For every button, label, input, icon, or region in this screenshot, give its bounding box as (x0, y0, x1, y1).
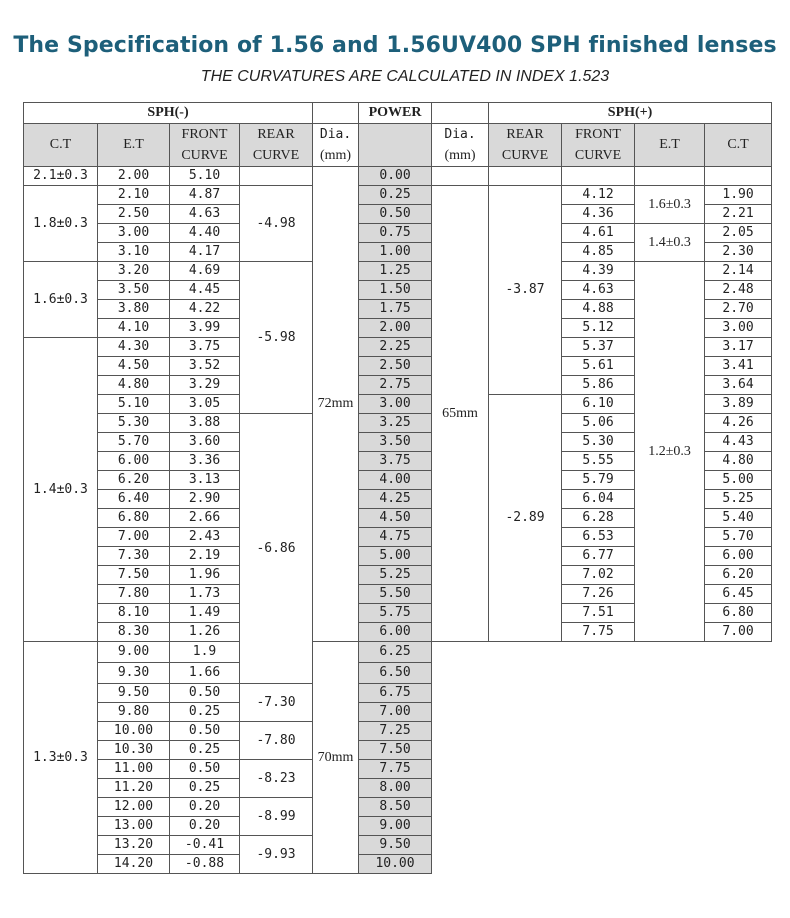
plus-et-cell (635, 167, 705, 186)
minus-et-cell: 13.20 (98, 836, 170, 855)
power-cell: 6.00 (359, 623, 432, 642)
minus-ct-cell: 1.3±0.3 (24, 642, 98, 874)
minus-front-curve-cell: 5.10 (170, 167, 240, 186)
minus-et-cell: 7.00 (98, 528, 170, 547)
minus-front-curve-cell: 4.22 (170, 300, 240, 319)
table-row (24, 642, 772, 663)
plus-front-curve-cell: 5.06 (562, 414, 635, 433)
minus-ct-cell: 1.8±0.3 (24, 186, 98, 262)
plus-ct-cell: 1.90 (705, 186, 772, 205)
minus-et-cell: 8.10 (98, 604, 170, 623)
power-cell: 0.25 (359, 186, 432, 205)
minus-ct-cell: 1.4±0.3 (24, 338, 98, 642)
minus-front-curve-cell: 3.75 (170, 338, 240, 357)
plus-front-curve-cell: 5.61 (562, 357, 635, 376)
minus-rear-curve-cell: -7.80 (240, 722, 313, 760)
minus-front-curve-cell: 0.50 (170, 722, 240, 741)
ct-header: C.T (24, 124, 98, 167)
minus-front-curve-cell: 0.50 (170, 760, 240, 779)
minus-front-curve-cell: 3.29 (170, 376, 240, 395)
plus-front-curve-cell: 6.77 (562, 547, 635, 566)
minus-et-cell: 6.80 (98, 509, 170, 528)
minus-front-curve-cell: 0.20 (170, 798, 240, 817)
power-cell: 0.00 (359, 167, 432, 186)
dia-header-plus: Dia. (mm) (432, 124, 489, 167)
plus-front-curve-cell: 4.61 (562, 224, 635, 243)
minus-et-cell: 11.00 (98, 760, 170, 779)
power-cell: 7.75 (359, 760, 432, 779)
plus-ct-cell: 5.25 (705, 490, 772, 509)
plus-ct-cell: 2.48 (705, 281, 772, 300)
minus-front-curve-cell: 1.73 (170, 585, 240, 604)
power-header: POWER (359, 103, 432, 124)
rear-curve-header-plus: REAR CURVE (489, 124, 562, 167)
minus-front-curve-cell: 0.50 (170, 684, 240, 703)
minus-et-cell: 3.00 (98, 224, 170, 243)
plus-ct-cell: 2.05 (705, 224, 772, 243)
plus-rear-curve-cell (489, 167, 562, 186)
power-cell: 9.00 (359, 817, 432, 836)
plus-front-curve-cell: 7.02 (562, 566, 635, 585)
plus-ct-cell (705, 167, 772, 186)
minus-et-cell: 8.30 (98, 623, 170, 642)
minus-et-cell: 6.20 (98, 471, 170, 490)
minus-front-curve-cell: 2.19 (170, 547, 240, 566)
plus-front-curve-cell: 7.26 (562, 585, 635, 604)
plus-ct-cell: 4.43 (705, 433, 772, 452)
minus-et-cell: 3.10 (98, 243, 170, 262)
minus-front-curve-cell: 3.13 (170, 471, 240, 490)
plus-front-curve-cell: 4.39 (562, 262, 635, 281)
table-row (24, 262, 772, 281)
power-cell: 5.25 (359, 566, 432, 585)
plus-ct-cell: 4.80 (705, 452, 772, 471)
power-cell: 4.25 (359, 490, 432, 509)
plus-front-curve-cell: 4.63 (562, 281, 635, 300)
minus-et-cell: 7.80 (98, 585, 170, 604)
power-cell: 7.50 (359, 741, 432, 760)
plus-ct-cell: 5.70 (705, 528, 772, 547)
page-title: The Specification of 1.56 and 1.56UV400 SPH finished lenses (13, 33, 777, 58)
minus-rear-curve-cell: -9.93 (240, 836, 313, 874)
power-cell: 6.50 (359, 663, 432, 684)
minus-front-curve-cell: 0.25 (170, 703, 240, 722)
table-row (24, 167, 772, 186)
minus-et-cell: 2.10 (98, 186, 170, 205)
minus-et-cell: 6.40 (98, 490, 170, 509)
power-cell: 4.50 (359, 509, 432, 528)
plus-front-curve-cell: 7.51 (562, 604, 635, 623)
plus-front-curve-cell: 5.86 (562, 376, 635, 395)
plus-rear-curve-cell: -3.87 (489, 186, 562, 395)
minus-front-curve-cell: 0.20 (170, 817, 240, 836)
minus-et-cell: 4.30 (98, 338, 170, 357)
power-cell: 3.25 (359, 414, 432, 433)
sph-minus-header: SPH(-) (24, 103, 313, 124)
minus-et-cell: 13.00 (98, 817, 170, 836)
plus-ct-cell: 3.64 (705, 376, 772, 395)
minus-et-cell: 5.70 (98, 433, 170, 452)
power-cell: 7.25 (359, 722, 432, 741)
plus-ct-cell: 6.45 (705, 585, 772, 604)
plus-et-cell: 1.6±0.3 (635, 186, 705, 224)
plus-et-cell: 1.4±0.3 (635, 224, 705, 262)
power-cell: 7.00 (359, 703, 432, 722)
minus-front-curve-cell: 3.88 (170, 414, 240, 433)
power-cell: 4.75 (359, 528, 432, 547)
power-cell: 6.25 (359, 642, 432, 663)
minus-front-curve-cell: 4.40 (170, 224, 240, 243)
plus-dia-cell (432, 167, 489, 186)
minus-dia-cell: 72mm (313, 167, 359, 642)
minus-et-cell: 9.80 (98, 703, 170, 722)
minus-et-cell: 3.20 (98, 262, 170, 281)
minus-front-curve-cell: 1.66 (170, 663, 240, 684)
power-cell: 3.75 (359, 452, 432, 471)
power-cell: 10.00 (359, 855, 432, 874)
minus-front-curve-cell: 3.36 (170, 452, 240, 471)
plus-ct-cell: 4.26 (705, 414, 772, 433)
plus-dia-cell: 65mm (432, 186, 489, 642)
power-cell: 2.25 (359, 338, 432, 357)
minus-et-cell: 4.80 (98, 376, 170, 395)
minus-front-curve-cell: 2.90 (170, 490, 240, 509)
plus-et-cell: 1.2±0.3 (635, 262, 705, 642)
power-cell: 3.50 (359, 433, 432, 452)
plus-ct-cell: 3.17 (705, 338, 772, 357)
minus-et-cell: 14.20 (98, 855, 170, 874)
plus-front-curve-cell: 5.12 (562, 319, 635, 338)
plus-front-curve-cell: 6.10 (562, 395, 635, 414)
plus-front-curve-cell: 6.28 (562, 509, 635, 528)
minus-front-curve-cell: 4.87 (170, 186, 240, 205)
plus-ct-cell: 5.00 (705, 471, 772, 490)
minus-rear-curve-cell: -4.98 (240, 186, 313, 262)
et-header: E.T (98, 124, 170, 167)
minus-front-curve-cell: 2.43 (170, 528, 240, 547)
minus-dia-cell: 70mm (313, 642, 359, 874)
plus-ct-cell: 2.30 (705, 243, 772, 262)
plus-front-curve-cell: 4.88 (562, 300, 635, 319)
minus-front-curve-cell: 0.25 (170, 741, 240, 760)
power-cell: 6.75 (359, 684, 432, 703)
minus-front-curve-cell: -0.88 (170, 855, 240, 874)
power-cell: 2.00 (359, 319, 432, 338)
power-cell: 1.00 (359, 243, 432, 262)
minus-et-cell: 3.80 (98, 300, 170, 319)
minus-front-curve-cell: 4.45 (170, 281, 240, 300)
minus-et-cell: 9.00 (98, 642, 170, 663)
sph-plus-header: SPH(+) (489, 103, 772, 124)
rear-curve-header: REAR CURVE (240, 124, 313, 167)
power-cell: 2.75 (359, 376, 432, 395)
minus-front-curve-cell: 0.25 (170, 779, 240, 798)
page-subtitle: THE CURVATURES ARE CALCULATED IN INDEX 1.523 (200, 68, 610, 85)
minus-front-curve-cell: 2.66 (170, 509, 240, 528)
minus-front-curve-cell: 1.26 (170, 623, 240, 642)
minus-et-cell: 2.00 (98, 167, 170, 186)
plus-ct-cell: 2.70 (705, 300, 772, 319)
minus-front-curve-cell: -0.41 (170, 836, 240, 855)
power-cell: 5.75 (359, 604, 432, 623)
plus-ct-cell: 3.00 (705, 319, 772, 338)
minus-front-curve-cell: 3.52 (170, 357, 240, 376)
power-cell: 2.50 (359, 357, 432, 376)
minus-et-cell: 2.50 (98, 205, 170, 224)
spec-table (23, 102, 772, 874)
plus-ct-cell: 6.80 (705, 604, 772, 623)
plus-front-curve-cell: 4.85 (562, 243, 635, 262)
minus-et-cell: 11.20 (98, 779, 170, 798)
header-spacer (432, 103, 489, 124)
minus-ct-cell: 2.1±0.3 (24, 167, 98, 186)
power-cell: 5.50 (359, 585, 432, 604)
minus-et-cell: 9.50 (98, 684, 170, 703)
power-cell: 0.75 (359, 224, 432, 243)
minus-et-cell: 7.50 (98, 566, 170, 585)
minus-rear-curve-cell (240, 167, 313, 186)
plus-front-curve-cell: 7.75 (562, 623, 635, 642)
table-row (24, 224, 772, 243)
plus-front-curve-cell: 6.04 (562, 490, 635, 509)
minus-ct-cell: 1.6±0.3 (24, 262, 98, 338)
minus-et-cell: 9.30 (98, 663, 170, 684)
empty-area (432, 642, 772, 874)
minus-rear-curve-cell: -8.23 (240, 760, 313, 798)
power-cell: 4.00 (359, 471, 432, 490)
plus-front-curve-cell: 5.55 (562, 452, 635, 471)
power-cell: 8.50 (359, 798, 432, 817)
minus-front-curve-cell: 3.05 (170, 395, 240, 414)
header-spacer (313, 103, 359, 124)
et-header-plus: E.T (635, 124, 705, 167)
dia-header: Dia. (mm) (313, 124, 359, 167)
plus-ct-cell: 6.00 (705, 547, 772, 566)
plus-ct-cell: 2.14 (705, 262, 772, 281)
plus-front-curve-cell: 5.37 (562, 338, 635, 357)
minus-rear-curve-cell: -6.86 (240, 414, 313, 684)
minus-front-curve-cell: 3.60 (170, 433, 240, 452)
front-curve-header: FRONT CURVE (170, 124, 240, 167)
minus-front-curve-cell: 4.17 (170, 243, 240, 262)
front-curve-header-plus: FRONT CURVE (562, 124, 635, 167)
plus-rear-curve-cell: -2.89 (489, 395, 562, 642)
minus-front-curve-cell: 1.9 (170, 642, 240, 663)
minus-et-cell: 6.00 (98, 452, 170, 471)
minus-et-cell: 5.30 (98, 414, 170, 433)
power-cell: 3.00 (359, 395, 432, 414)
minus-et-cell: 4.50 (98, 357, 170, 376)
plus-ct-cell: 3.89 (705, 395, 772, 414)
plus-ct-cell: 2.21 (705, 205, 772, 224)
minus-rear-curve-cell: -8.99 (240, 798, 313, 836)
plus-ct-cell: 3.41 (705, 357, 772, 376)
plus-ct-cell: 5.40 (705, 509, 772, 528)
power-cell: 1.75 (359, 300, 432, 319)
minus-rear-curve-cell: -5.98 (240, 262, 313, 414)
minus-et-cell: 10.00 (98, 722, 170, 741)
plus-front-curve-cell: 6.53 (562, 528, 635, 547)
plus-front-curve-cell: 4.36 (562, 205, 635, 224)
power-cell: 0.50 (359, 205, 432, 224)
minus-rear-curve-cell: -7.30 (240, 684, 313, 722)
minus-front-curve-cell: 4.69 (170, 262, 240, 281)
minus-et-cell: 5.10 (98, 395, 170, 414)
power-cell: 1.50 (359, 281, 432, 300)
plus-front-curve-cell: 4.12 (562, 186, 635, 205)
minus-front-curve-cell: 1.49 (170, 604, 240, 623)
power-cell: 1.25 (359, 262, 432, 281)
plus-front-curve-cell (562, 167, 635, 186)
power-cell: 9.50 (359, 836, 432, 855)
power-subheader (359, 124, 432, 167)
minus-et-cell: 10.30 (98, 741, 170, 760)
plus-front-curve-cell: 5.30 (562, 433, 635, 452)
table-row (24, 186, 772, 205)
minus-et-cell: 3.50 (98, 281, 170, 300)
power-cell: 8.00 (359, 779, 432, 798)
minus-front-curve-cell: 4.63 (170, 205, 240, 224)
minus-front-curve-cell: 1.96 (170, 566, 240, 585)
minus-et-cell: 4.10 (98, 319, 170, 338)
power-cell: 5.00 (359, 547, 432, 566)
plus-ct-cell: 7.00 (705, 623, 772, 642)
minus-et-cell: 12.00 (98, 798, 170, 817)
minus-et-cell: 7.30 (98, 547, 170, 566)
minus-front-curve-cell: 3.99 (170, 319, 240, 338)
ct-header-plus: C.T (705, 124, 772, 167)
plus-front-curve-cell: 5.79 (562, 471, 635, 490)
plus-ct-cell: 6.20 (705, 566, 772, 585)
